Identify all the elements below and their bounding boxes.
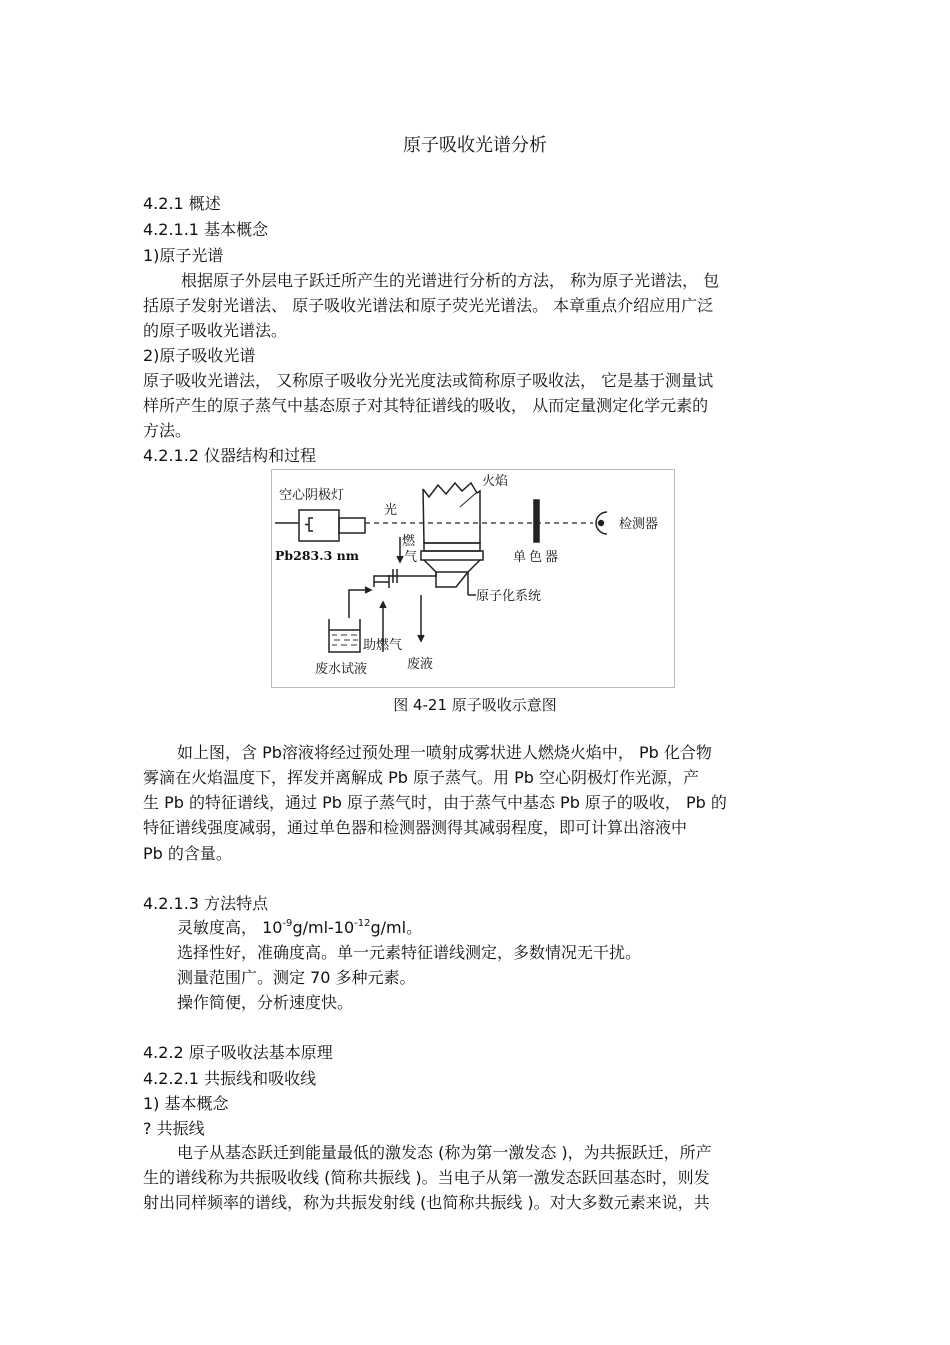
paragraph-line: 根据原子外层电子跃迁所产生的光谱进行分析的方法， 称为原子光谱法， 包 bbox=[181, 271, 720, 290]
paragraph-line: 原子吸收光谱法， 又称原子吸收分光光度法或简称原子吸收法， 它是基于测量试 bbox=[143, 371, 714, 390]
sensitivity-exp-1: -9 bbox=[282, 918, 293, 929]
drain-channel bbox=[436, 572, 468, 587]
item-heading-resonance-line: ? 共振线 bbox=[143, 1119, 205, 1138]
nebulizer-pipe bbox=[374, 572, 436, 587]
figure-caption: 图 4-21 原子吸收示意图 bbox=[393, 696, 557, 714]
label-wavelength: Pb283.3 nm bbox=[275, 548, 359, 563]
paragraph-line: 方法。 bbox=[143, 421, 192, 440]
subsection-heading-4-2-2-1: 4.2.2.1 共振线和吸收线 bbox=[143, 1069, 317, 1088]
page-title: 原子吸收光谱分析 bbox=[403, 135, 547, 156]
label-lamp: 空心阴极灯 bbox=[279, 488, 345, 503]
label-fuel-1: 燃 bbox=[402, 534, 416, 549]
feature-range: 测量范围广。测定 70 多种元素。 bbox=[177, 968, 416, 987]
item-heading-basic-concept: 1) 基本概念 bbox=[143, 1094, 229, 1113]
paragraph-line: 生 Pb 的特征谱线，通过 Pb 原子蒸气时，由于蒸气中基态 Pb 原子的吸收， Pb 的 bbox=[143, 793, 727, 812]
feature-selectivity: 选择性好，准确度高。单一元素特征谱线测定，多数情况无干扰。 bbox=[177, 943, 642, 962]
burner-base bbox=[421, 551, 483, 560]
lamp-body bbox=[299, 510, 339, 541]
feature-sensitivity bbox=[177, 918, 422, 938]
sensitivity-prefix: 灵敏度高， 10 bbox=[177, 918, 283, 937]
label-monochromator: 单色器 bbox=[513, 550, 562, 565]
flame-icon bbox=[423, 483, 480, 543]
label-fuel-2: 气 bbox=[404, 550, 418, 565]
label-sample: 废水试液 bbox=[315, 662, 368, 677]
label-detector: 检测器 bbox=[619, 517, 659, 532]
paragraph-line: Pb 的含量。 bbox=[143, 844, 232, 863]
item-heading-atomic-spectrum: 1)原子光谱 bbox=[143, 246, 224, 265]
paragraph-line: 括原子发射光谱法、 原子吸收光谱法和原子荧光光谱法。 本章重点介绍应用广泛 bbox=[143, 296, 714, 315]
section-heading-4-2-2: 4.2.2 原子吸收法基本原理 bbox=[143, 1043, 333, 1062]
atomic-absorption-diagram bbox=[271, 469, 675, 688]
section-heading-4-2-1: 4.2.1 概述 bbox=[143, 194, 221, 213]
cathode-icon bbox=[309, 518, 313, 531]
paragraph-line: 特征谱线强度减弱，通过单色器和检测器测得其减弱程度，即可计算出溶液中 bbox=[143, 818, 688, 837]
paragraph-line: 射出同样频率的谱线，称为共振发射线 (也简称共振线 )。对大多数元素来说，共 bbox=[143, 1193, 710, 1212]
label-atomizer: 原子化系统 bbox=[476, 589, 542, 604]
monochromator-slit bbox=[534, 500, 539, 542]
subsection-heading-4-2-1-2: 4.2.1.2 仪器结构和过程 bbox=[143, 446, 317, 465]
lamp-window bbox=[339, 518, 365, 533]
sensitivity-suffix: g/ml。 bbox=[370, 918, 423, 937]
label-waste: 废液 bbox=[407, 657, 434, 672]
sample-capillary bbox=[349, 590, 368, 618]
paragraph-line: 电子从基态跃迁到能量最低的激发态 (称为第一激发态 )，为共振跃迁，所产 bbox=[177, 1143, 712, 1162]
sensitivity-mid: g/ml-10 bbox=[292, 918, 355, 937]
subsection-heading-4-2-1-1: 4.2.1.1 基本概念 bbox=[143, 220, 269, 239]
feature-operation: 操作简便，分析速度快。 bbox=[177, 993, 354, 1012]
item-heading-absorption-spectrum: 2)原子吸收光谱 bbox=[143, 346, 256, 365]
label-oxidant: 助燃气 bbox=[363, 638, 403, 653]
burner-head bbox=[424, 543, 480, 551]
paragraph-line: 生的谱线称为共振吸收线 (简称共振线 )。当电子从第一激发态跃回基态时，则发 bbox=[143, 1168, 710, 1187]
spray-chamber bbox=[424, 560, 480, 572]
paragraph-line: 样所产生的原子蒸气中基态原子对其特征谱线的吸收， 从而定量测定化学元素的 bbox=[143, 396, 709, 415]
label-light: 光 bbox=[384, 503, 398, 518]
subsection-heading-4-2-1-3: 4.2.1.3 方法特点 bbox=[143, 894, 269, 913]
label-flame: 火焰 bbox=[482, 474, 509, 489]
paragraph-line: 如上图，含 Pb溶液将经过预处理一喷射成雾状进人燃烧火焰中， Pb 化合物 bbox=[177, 743, 712, 762]
paragraph-line: 雾滴在火焰温度下，挥发并离解成 Pb 原子蒸气。用 Pb 空心阴极灯作光源，产 bbox=[143, 768, 699, 787]
paragraph-line: 的原子吸收光谱法。 bbox=[143, 321, 288, 340]
sensitivity-exp-2: -12 bbox=[354, 918, 371, 929]
